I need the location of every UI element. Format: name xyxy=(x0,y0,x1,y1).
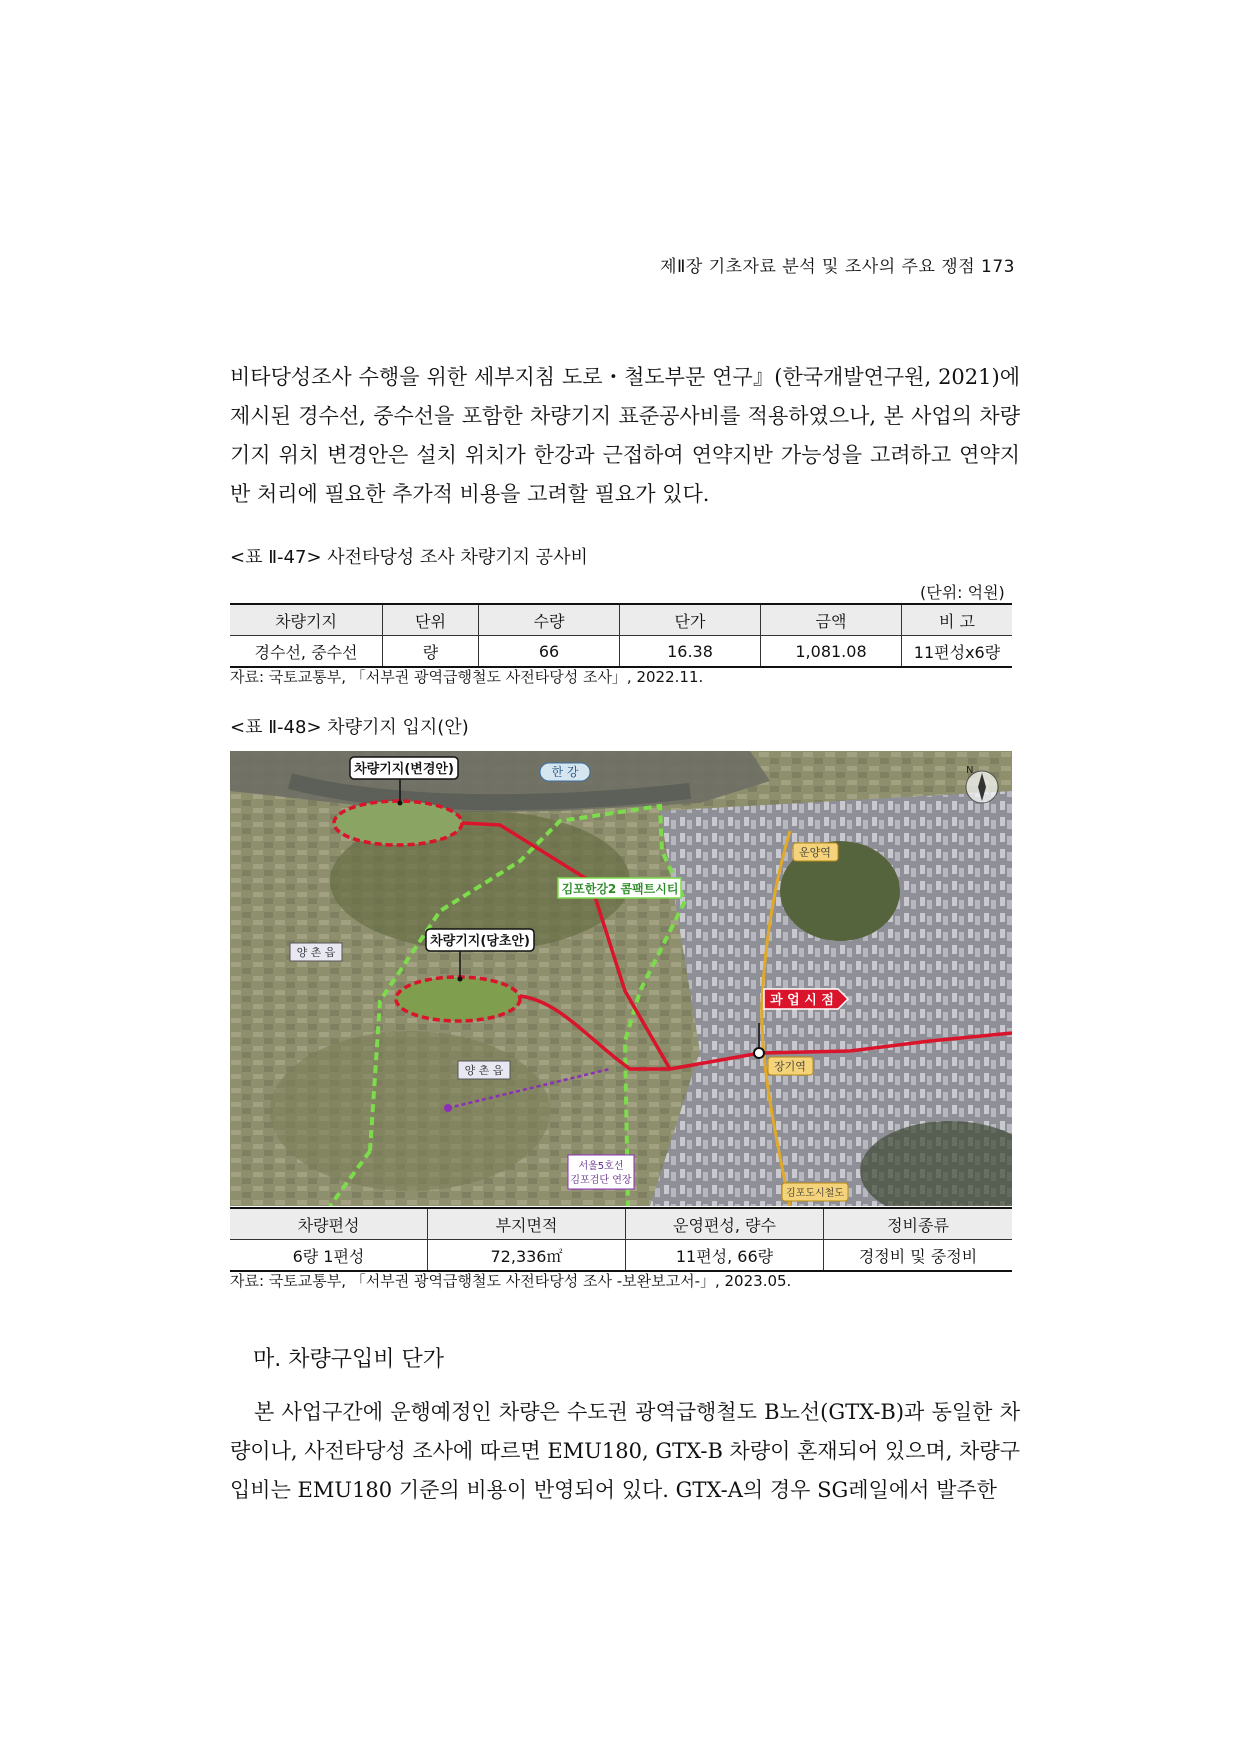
start-point-label: 과 업 시 점 xyxy=(770,993,834,1008)
table-header-cell: 차량편성 xyxy=(230,1208,428,1240)
table-cell: 6량 1편성 xyxy=(230,1240,428,1272)
table-header-cell: 단가 xyxy=(620,604,761,636)
running-head: 제Ⅱ장 기초자료 분석 및 조사의 주요 쟁점 173 xyxy=(660,257,1015,277)
body-paragraph: 본 사업구간에 운행예정인 차량은 수도권 광역급행철도 B노선(GTX-B)과 동일한 차량이나, 사전타당성 조사에 따르면 EMU180, GTX-B 차량이 혼재되어 있으며, 차량구입비는 EMU180 기준의 비용이 반영되어 있다. GTX-A의 경우 SG레일에서 발주한 xyxy=(230,1400,1020,1502)
table-header-cell: 수량 xyxy=(479,604,620,636)
unyang-station-label: 운양역 xyxy=(799,846,831,859)
depot-cost-table xyxy=(230,603,1012,668)
table-cell: 경정비 및 중정비 xyxy=(824,1240,1013,1272)
depot-location-map xyxy=(230,751,1012,1206)
table-caption: <표 Ⅱ-47> 사전타당성 조사 차량기지 공사비 xyxy=(230,547,588,568)
town-label: 양 촌 읍 xyxy=(296,946,336,959)
table-header-cell: 부지면적 xyxy=(428,1208,626,1240)
table-row xyxy=(230,1240,1012,1272)
table-cell: 량 xyxy=(383,636,479,668)
green-area xyxy=(270,1031,550,1191)
unit-label: (단위: 억원) xyxy=(920,583,1005,602)
line5-label: 서울5호선 xyxy=(578,1161,624,1172)
line5-endpoint xyxy=(444,1104,452,1112)
section-heading: 마. 차량구입비 단가 xyxy=(253,1347,444,1372)
table-cell: 66 xyxy=(479,636,620,668)
table-header-cell: 금액 xyxy=(761,604,902,636)
table-header-row xyxy=(230,604,1012,636)
table-cell: 11편성x6량 xyxy=(902,636,1013,668)
table-header-cell: 운영편성, 량수 xyxy=(626,1208,824,1240)
gimpo-line-label: 김포도시철도 xyxy=(786,1188,844,1199)
depot-change-site xyxy=(334,801,462,845)
table-cell: 경수선, 중수선 xyxy=(230,636,383,668)
depot-change-label: 차량기지(변경안) xyxy=(354,762,454,777)
compass-north-label: N xyxy=(966,765,974,776)
label-pointer-dot xyxy=(458,977,463,982)
janggi-station-marker xyxy=(754,1048,764,1058)
table-header-cell: 정비종류 xyxy=(824,1208,1013,1240)
table-source: 자료: 국토교통부, 「서부권 광역급행철도 사전타당성 조사」, 2022.11. xyxy=(230,668,704,686)
line5-extension-label: 김포검단 연장 xyxy=(570,1175,632,1186)
table-row xyxy=(230,636,1012,668)
depot-original-site xyxy=(396,977,520,1021)
depot-original-label: 차량기지(당초안) xyxy=(430,934,530,949)
town-label: 양 촌 읍 xyxy=(464,1064,504,1077)
table-cell: 16.38 xyxy=(620,636,761,668)
table-header-cell: 차량기지 xyxy=(230,604,383,636)
compact-city-label: 김포한강2 콤팩트시티 xyxy=(561,882,679,896)
table-caption: <표 Ⅱ-48> 차량기지 입지(안) xyxy=(230,717,469,738)
table-header-row xyxy=(230,1208,1012,1240)
table-cell: 11편성, 66량 xyxy=(626,1240,824,1272)
table-header-cell: 비 고 xyxy=(902,604,1013,636)
label-pointer-dot xyxy=(398,801,403,806)
table-cell: 72,336㎡ xyxy=(428,1240,626,1272)
river-label: 한 강 xyxy=(551,765,579,779)
table-header-cell: 단위 xyxy=(383,604,479,636)
body-paragraph: 비타당성조사 수행을 위한 세부지침 도로・철도부문 연구』(한국개발연구원, 2021)에 제시된 경수선, 중수선을 포함한 차량기지 표준공사비를 적용하였으나, 본 사업의 차량기지 위치 변경안은 설치 위치가 한강과 근접하여 연약지반 가능성을 고려하고 연약지반 처리에 필요한 추가적 비용을 고려할 필요가 있다. xyxy=(230,365,1020,506)
janggi-station-label: 장기역 xyxy=(774,1060,806,1073)
table-source: 자료: 국토교통부, 「서부권 광역급행철도 사전타당성 조사 -보완보고서-」, 2023.05. xyxy=(230,1272,792,1290)
table-cell: 1,081.08 xyxy=(761,636,902,668)
depot-site-table xyxy=(230,1207,1012,1272)
